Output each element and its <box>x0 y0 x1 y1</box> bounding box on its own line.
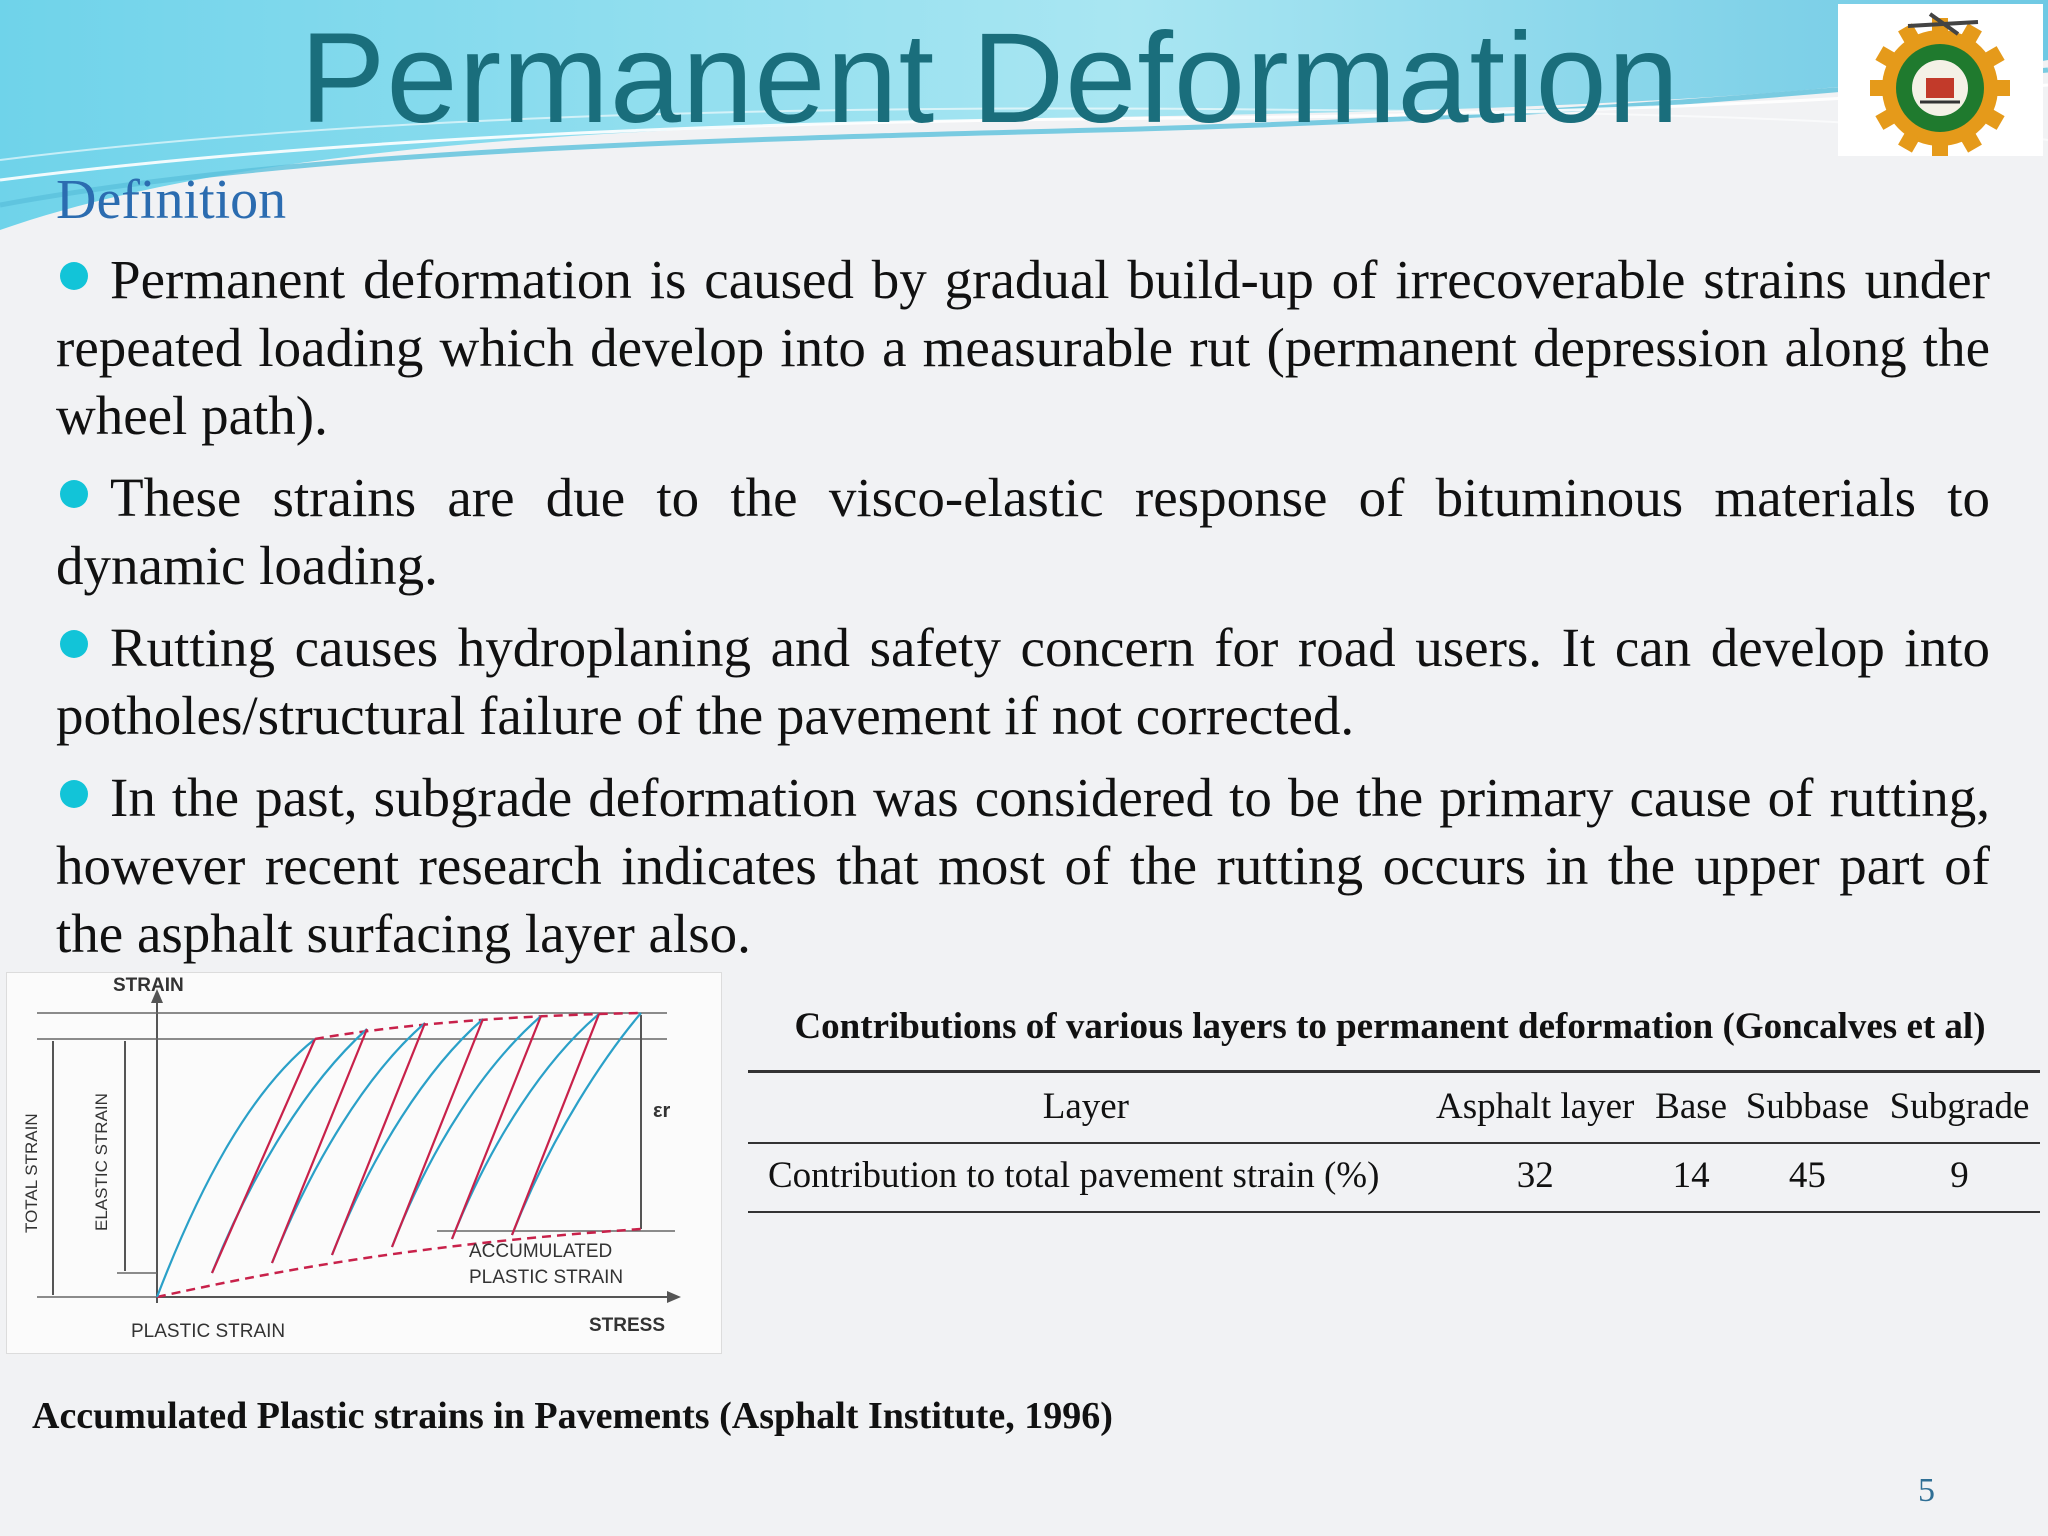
table-header-row <box>748 1072 2040 1144</box>
society-emblem-icon <box>1838 4 2043 156</box>
bullet-dot-icon <box>60 480 88 508</box>
table-cell: 14 <box>1647 1143 1736 1212</box>
plastic-strain-label: PLASTIC STRAIN <box>131 1321 286 1342</box>
bullet-item <box>56 614 1990 750</box>
table-header-cell: Layer <box>748 1072 1424 1144</box>
table-header-cell: Base <box>1647 1072 1736 1144</box>
table-cell: 45 <box>1736 1143 1879 1212</box>
table-caption: Contributions of various layers to permanent deformation (Goncalves et al) <box>794 1006 1986 1047</box>
strain-diagram <box>6 972 722 1354</box>
accumulated-label-line1: ACCUMULATED <box>469 1241 613 1262</box>
bullet-text: In the past, subgrade deformation was considered to be the primary cause of rutting, however recent research indicates that most of the rutting occurs in the upper part of the asphalt surfacing layer also. <box>56 767 1990 964</box>
table-header-cell: Asphalt layer <box>1424 1072 1647 1144</box>
bullet-text: Rutting causes hydroplaning and safety concern for road users. It can develop into potholes/structural failure of the pavement if not corrected. <box>56 617 1990 746</box>
table-header-cell: Subgrade <box>1879 1072 2040 1144</box>
bullet-text: Permanent deformation is caused by gradual build-up of irrecoverable strains under repeated loading which develop into a measurable rut (permanent depression along the wheel path). <box>56 249 1990 446</box>
elastic-strain-label: ELASTIC STRAIN <box>92 1093 111 1231</box>
total-strain-label: TOTAL STRAIN <box>22 1113 41 1233</box>
bullet-item <box>56 764 1990 968</box>
bullet-item <box>56 246 1990 450</box>
bullet-item <box>56 464 1990 600</box>
accumulated-label-line2: PLASTIC STRAIN <box>469 1267 624 1288</box>
table-header-cell: Subbase <box>1736 1072 1879 1144</box>
diagram-caption: Accumulated Plastic strains in Pavements (Asphalt Institute, 1996) <box>32 1395 1113 1437</box>
section-subheading: Definition <box>56 169 287 231</box>
table-row <box>748 1143 2040 1212</box>
bullet-text: These strains are due to the visco-elastic response of bituminous materials to dynamic loading. <box>56 467 1990 596</box>
bullet-dot-icon <box>60 630 88 658</box>
table-row-label: Contribution to total pavement strain (%) <box>748 1143 1424 1212</box>
strain-label: STRAIN <box>113 975 184 996</box>
stress-label: STRESS <box>589 1315 666 1336</box>
bullet-list <box>56 246 1990 982</box>
table-cell: 32 <box>1424 1143 1647 1212</box>
slide-title: Permanent Deformation <box>300 7 1680 150</box>
bullet-dot-icon <box>60 780 88 808</box>
layer-contribution-table <box>748 1070 2040 1213</box>
page-number: 5 <box>1918 1472 1935 1509</box>
er-label: εr <box>653 1100 671 1122</box>
table-cell: 9 <box>1879 1143 2040 1212</box>
bullet-dot-icon <box>60 262 88 290</box>
